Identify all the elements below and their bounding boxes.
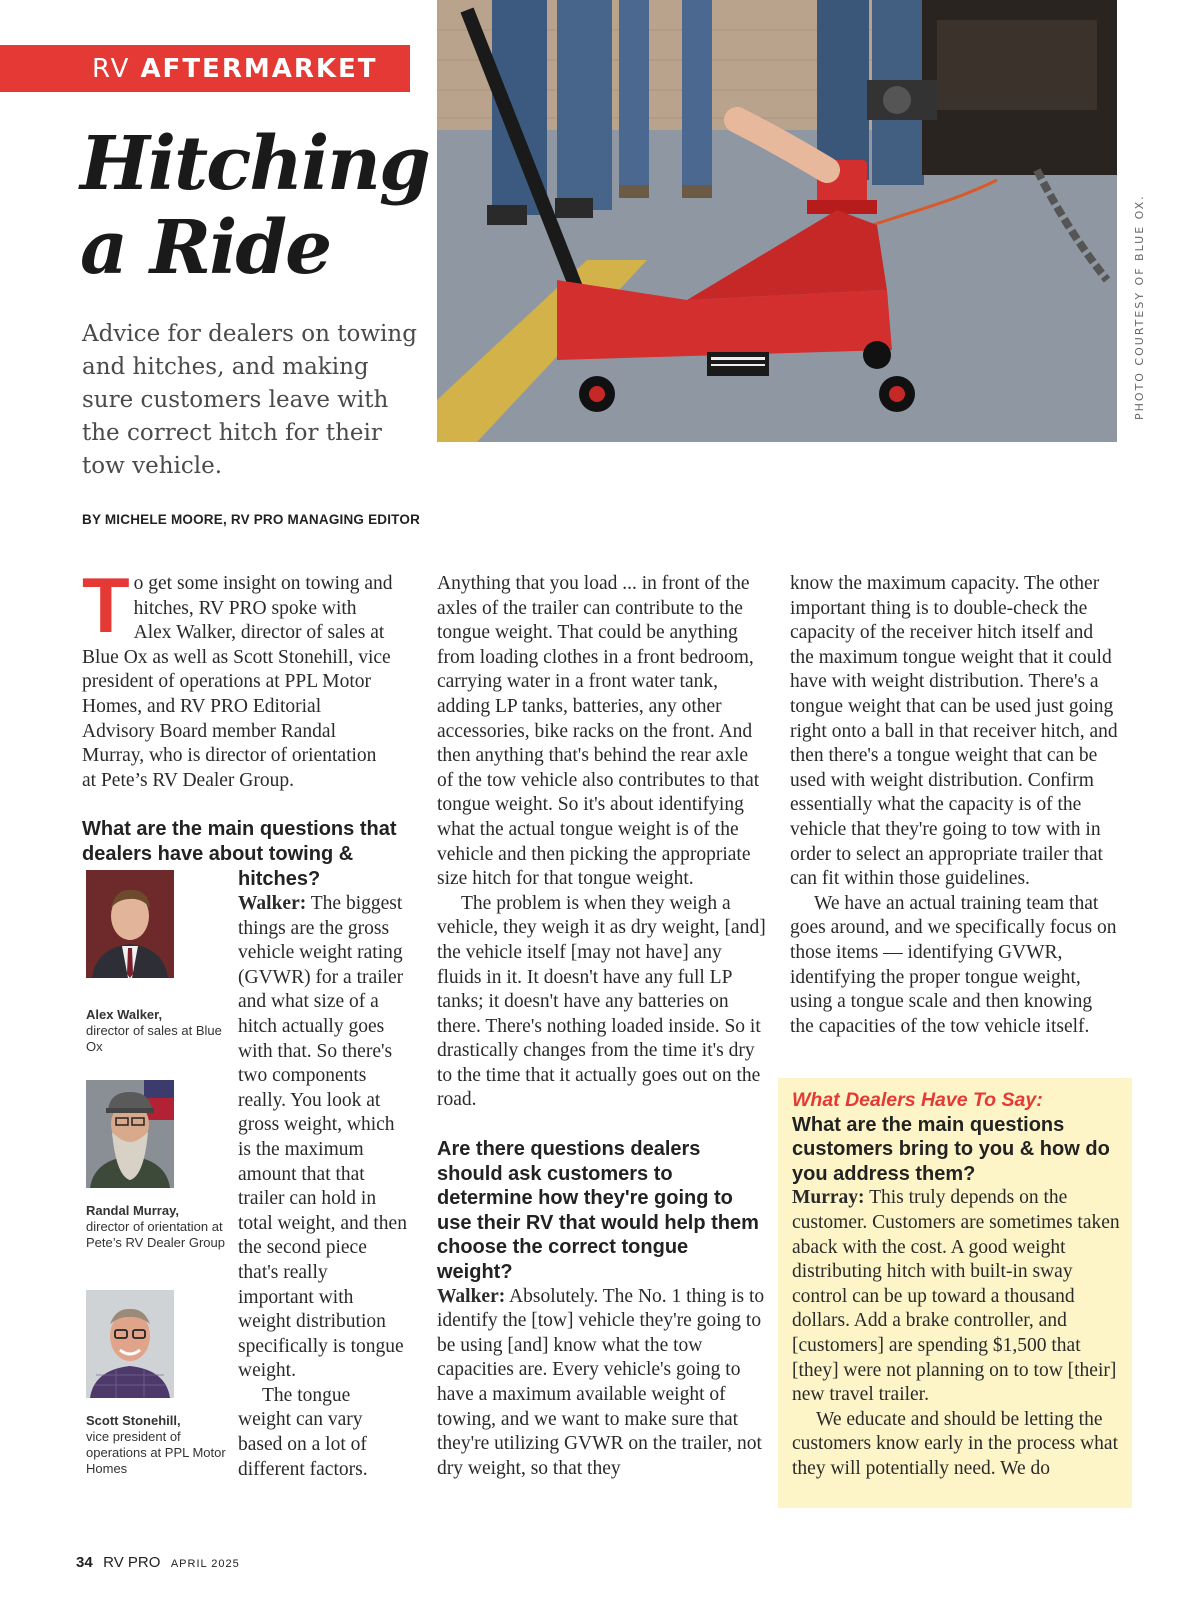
speaker-label: Walker: — [437, 1285, 506, 1307]
question-1-tail: hitches? — [238, 868, 321, 890]
section-banner — [0, 45, 410, 92]
floor-jack-illustration — [437, 0, 1117, 442]
headline-line-2: a Ride — [80, 205, 331, 291]
avatar-scott-stonehill — [86, 1290, 174, 1398]
intro-paragraph — [82, 561, 394, 793]
answer-1 — [238, 892, 408, 1482]
avatar-alex-walker — [86, 870, 174, 978]
answer-1-paragraph-1 — [238, 892, 408, 1384]
answer-2 — [437, 1285, 767, 1482]
sidebar-paragraph-1 — [792, 1186, 1120, 1407]
caption-name: Alex Walker, — [86, 1007, 163, 1022]
issue-date: APRIL 2025 — [170, 1558, 240, 1570]
page-footer — [76, 1554, 240, 1572]
drop-cap: T — [82, 561, 130, 649]
page-number: 34 — [76, 1554, 93, 1571]
photo-credit: PHOTO COURTESY OF BLUE OX. — [1133, 194, 1146, 420]
headline-line-1: Hitching — [80, 121, 429, 207]
avatar-randal-murray — [86, 1080, 174, 1188]
answer-1-paragraph-2: The tongue weight can vary based on a lot of different factors. — [238, 1384, 368, 1480]
speaker-label: Murray: — [792, 1187, 865, 1209]
question-1-lead: What are the main questions that dealers have about towing & — [82, 818, 397, 865]
caption-title: director of orientation at Pete’s RV Dealer Group — [86, 1219, 225, 1250]
caption-alex-walker — [86, 1007, 226, 1055]
col3-paragraph-2: We have an actual training team that goes around, and we specifically focus on those items — identifying GVWR, identifying the proper tongue weight, using a tongue scale and then knowing the capacities of the tow vehicle itself. — [790, 892, 1117, 1037]
speaker-label: Walker: — [238, 893, 307, 914]
dek: Advice for dealers on towing and hitches, and making sure customers leave with the correct hitch for their tow vehicle. — [82, 321, 417, 479]
sidebar-box — [778, 1078, 1132, 1508]
sidebar-question: What are the main questions customers bring to you & how do you address them? — [792, 1113, 1110, 1185]
sidebar-kicker: What Dealers Have To Say: — [792, 1089, 1043, 1111]
column-2 — [437, 572, 767, 1481]
caption-title: director of sales at Blue Ox — [86, 1023, 222, 1054]
answer-1-text: The biggest things are the gross vehicle weight rating (GVWR) for a trailer and what size of a hitch actually goes with that. So there's two components really. You look at gross weight, which is the maximum amount that that trailer can hold in total weight, and then the second piece that's really important with weight distribution specifically is tongue weight. — [238, 893, 407, 1382]
section-prefix: RV — [92, 53, 131, 84]
col2-paragraph-1: Anything that you load ... in front of the axles of the trailer can contribute to the tongue weight. That could be anything from loading clothes in a front bedroom, carrying water in a front water tank, adding LP tanks, batteries, any other accessories, bike racks on the front. And then anything that's behind the rear axle of the tow vehicle also contributes to that tongue weight. So it's about identifying what the actual tongue weight is of the vehicle and then picking the appropriate size hitch for that tongue weight. — [437, 573, 760, 890]
headline — [80, 121, 429, 291]
intro-text: o get some insight on towing and hitches, RV PRO spoke with Alex Walker, director of sales at Blue Ox as well as Scott Stonehill, vice president of operations at PPL Motor Homes, and RV PRO Editorial Advisory Board member Randal Murray, who is director of orientation at Pete’s RV Dealer Group. — [82, 573, 393, 791]
sidebar-text: This truly depends on the customer. Customers are sometimes taken aback with the cost. A good weight distributing hitch with built-in sway control can be up toward a thousand dollars. Add a brake controller, and [customers] are spending $1,500 that [they] were not planning on to tow [their] new travel trailer. — [792, 1187, 1120, 1406]
caption-randal-murray — [86, 1203, 226, 1251]
col2-paragraph-2: The problem is when they weigh a vehicle, they weigh it as dry weight, [and] the vehicle itself [may not have] any fluids in it. It doesn't have any full LP tanks; it doesn't have any batteries on there. There's nothing loaded inside. So it drastically changes from the time it's dry to the time that it actually goes out on the road. — [437, 892, 766, 1111]
caption-scott-stonehill — [86, 1413, 226, 1477]
byline: BY MICHELE MOORE, RV PRO MANAGING EDITOR — [82, 512, 421, 527]
sidebar-paragraph-2: We educate and should be letting the customers know early in the process what they will potentially need. We do — [792, 1408, 1118, 1479]
caption-title: vice president of operations at PPL Motor Homes — [86, 1429, 226, 1476]
caption-name: Scott Stonehill, — [86, 1413, 181, 1428]
answer-2-text: Absolutely. The No. 1 thing is to identify the [tow] vehicle they're going to be using [and] know what the tow capacities are. Every vehicle's going to have a maximum available weight of towing, and we want to make sure that they're utilizing GVWR on the trailer, not dry weight, so that they — [437, 1285, 765, 1479]
hero-photo — [437, 0, 1117, 442]
question-2: Are there questions dealers should ask customers to determine how they're going to use their RV that would help them choose the correct tongue weight? — [437, 1138, 759, 1284]
caption-name: Randal Murray, — [86, 1203, 179, 1218]
col3-paragraph-1: know the maximum capacity. The other important thing is to double-check the capacity of the receiver hitch itself and the maximum tongue weight that it could have with weight distribution. There's a tongue weight that can be used just going right onto a ball in that receiver hitch, and then there's a tongue weight that can be used with weight distribution. Confirm essentially what the capacity is of the vehicle that they're going to tow with in order to select an appropriate trailer that can fit within those guidelines. — [790, 573, 1118, 890]
section-name: AFTERMARKET — [140, 53, 378, 84]
column-3 — [790, 572, 1120, 1039]
magazine-name: RV PRO — [103, 1554, 161, 1571]
